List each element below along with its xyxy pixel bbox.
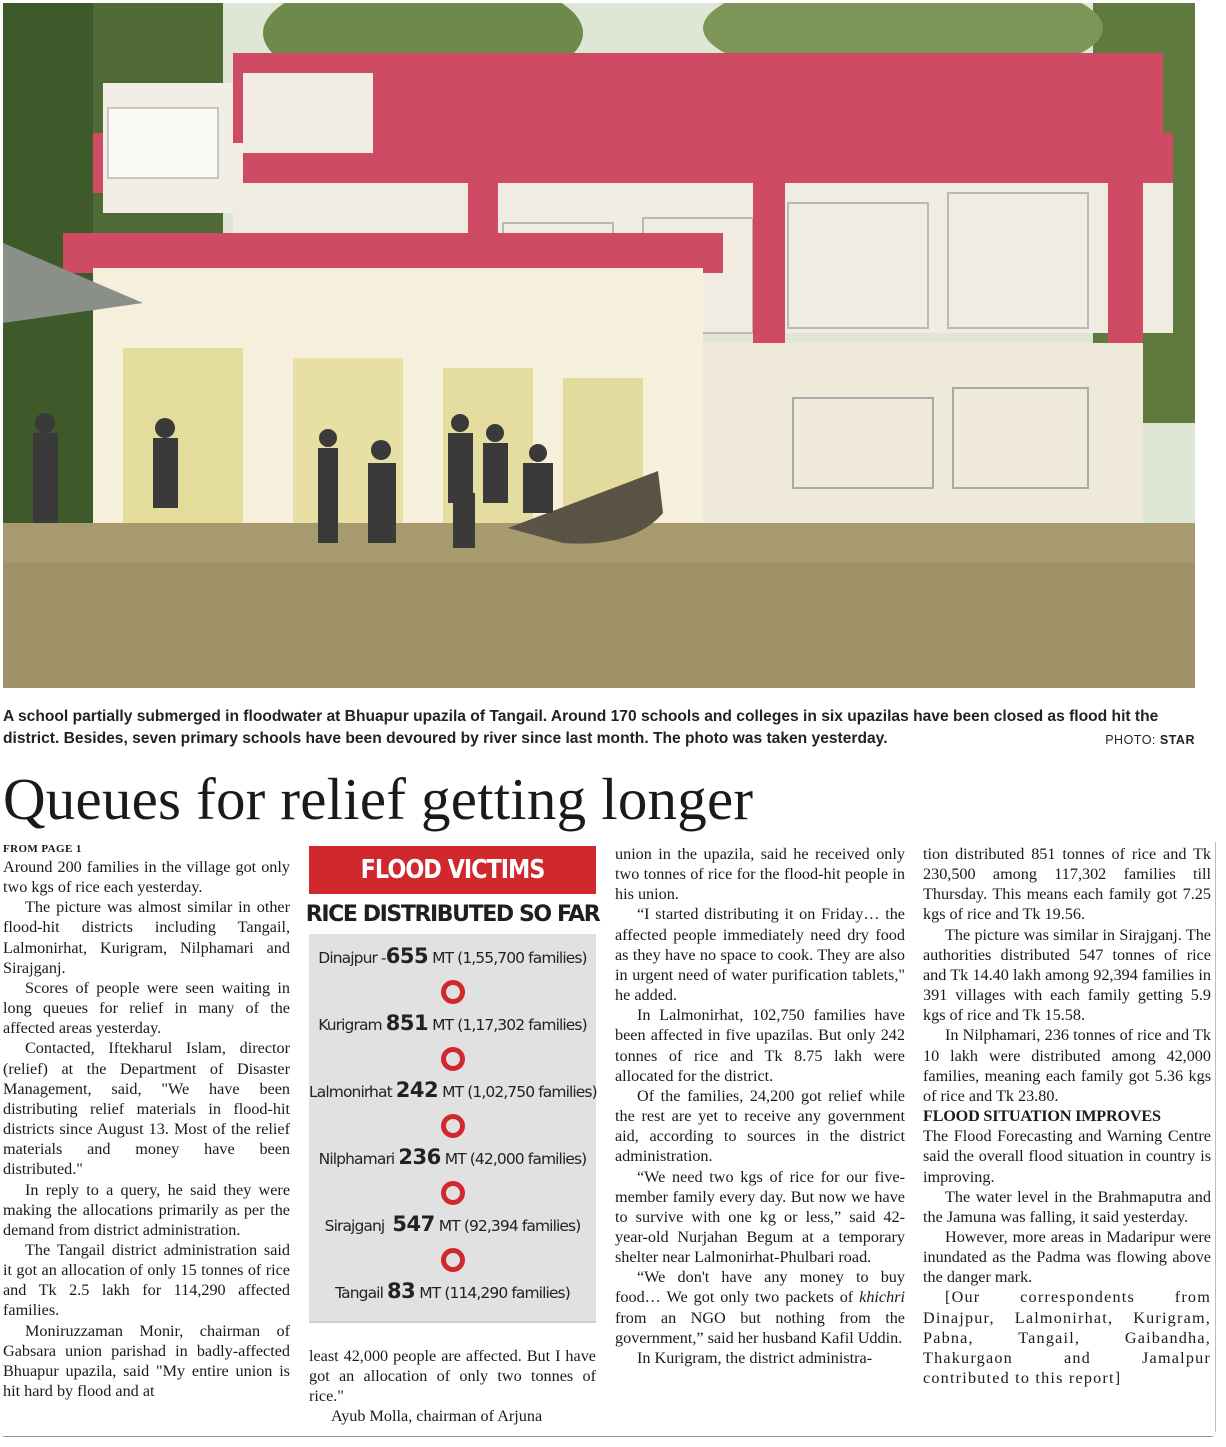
infographic-title-bar: [309, 846, 596, 894]
paragraph: In Nilphamari, 236 tonnes of rice and Tk 10 lakh were distributed among 42,000 families, meaning each family got 5.36 kgs of rice and Tk 23.80.: [923, 1026, 1211, 1105]
rice-unit: MT (42,000 families): [440, 1150, 587, 1168]
photo-credit-label: PHOTO:: [1105, 733, 1156, 747]
bottom-rule: [3, 1436, 1213, 1437]
rice-amount: 851: [385, 1011, 429, 1035]
paragraph: tion distributed 851 tonnes of rice and Tk 230,500 among 117,302 families till Thursday. This means each family got 7.25 kgs of rice and Tk 19.56.: [923, 845, 1211, 924]
photo-illustration: [3, 3, 1195, 688]
paragraph: Ayub Molla, chairman of Arjuna: [331, 1407, 543, 1426]
ring-separator-icon: [441, 980, 465, 1004]
district-row-lalmonirhat: [309, 1078, 596, 1102]
ring-separator-icon: [441, 1114, 465, 1138]
rice-distribution-infographic: [305, 846, 600, 1324]
paragraph: least 42,000 people are affected. But I have got an allocation of only two tonnes of rice.": [309, 1347, 596, 1406]
paragraph: Around 200 families in the village got only two kgs of rice each yesterday.: [3, 858, 290, 897]
district-name: Sirajganj: [324, 1217, 393, 1235]
ring-separator-icon: [441, 1181, 465, 1205]
subheading: FLOOD SITUATION IMPROVES: [923, 1107, 1161, 1126]
quote-text: “We don't have any money to buy food… We got only two packets of: [615, 1268, 905, 1307]
rice-amount: 83: [387, 1279, 416, 1303]
district-row-kurigram: [309, 1011, 596, 1035]
paragraph: The picture was almost similar in other flood-hit districts including Tangail, Lalmonirhat, Kurigram, Nilphamari and Sirajganj.: [3, 898, 290, 977]
quote-text: from an NGO but nothing from the government,” said her husband Kafil Uddin.: [615, 1308, 905, 1347]
infographic-subtitle: RICE DISTRIBUTED SO FAR: [305, 901, 600, 927]
article-column-1: [3, 842, 290, 1401]
column-divider: [1215, 842, 1216, 1432]
district-row-nilphamari: [309, 1145, 596, 1169]
headline: Queues for relief getting longer: [3, 766, 754, 832]
flooded-school-photo: [3, 3, 1195, 688]
photo-credit: [1105, 733, 1195, 747]
rice-amount: 242: [395, 1078, 439, 1102]
article-column-3: [615, 844, 905, 1368]
paragraph: Contacted, Iftekharul Islam, director (relief) at the Department of Disaster Management, said, "We have been distributing relief materials in flood-hit districts since August 13. Most of the relief materials and money have been distributed.": [3, 1039, 290, 1179]
article-column-4: [923, 844, 1211, 1388]
infographic-title: FLOOD VICTIMS: [360, 855, 545, 885]
paragraph: In Kurigram, the district administra-: [637, 1348, 873, 1367]
paragraph: In Lalmonirhat, 102,750 families have been affected in five upazilas. But only 242 tonnes of rice and Tk 8.75 lakh were allocated for the district.: [615, 1006, 905, 1085]
paragraph: However, more areas in Madaripur were inundated as the Padma was flowing above the danger mark.: [923, 1227, 1211, 1287]
paragraph: “We need two kgs of rice for our five-member family every day. But now we have to survive with one kg or less,” said 42-year-old Nurjahan Begum at a temporary shelter near Lalmonirhat-Phulbari road.: [615, 1167, 905, 1267]
paragraph: Scores of people were seen waiting in long queues for relief in many of the affected areas yesterday.: [3, 978, 290, 1038]
district-name: Lalmonirhat: [309, 1083, 396, 1101]
rice-unit: MT (92,394 families): [434, 1217, 581, 1235]
paragraph: The Tangail district administration said it got an allocation of only 15 tonnes of rice and Tk 2.5 lakh for 114,290 affected families.: [3, 1240, 290, 1320]
paragraph: In reply to a query, he said they were making the allocations primarily as per the demand from district administration.: [3, 1180, 290, 1239]
paragraph: [Our correspondents from Dinajpur, Lalmonirhat, Kurigram, Pabna, Tangail, Gaibandha, Thakurgaon and Jamalpur contributed to this report]: [923, 1288, 1211, 1388]
from-page-label: FROM PAGE 1: [3, 843, 82, 855]
italic-word: khichri: [859, 1288, 905, 1307]
rice-amount: 547: [392, 1212, 435, 1236]
paragraph: The Flood Forecasting and Warning Centre said the overall flood situation in country is improving.: [923, 1127, 1211, 1186]
rice-unit: MT (1,02,750 families): [438, 1083, 597, 1101]
infographic-list: [309, 934, 596, 1323]
district-row-dinajpur: [309, 944, 596, 968]
photo-caption: A school partially submerged in floodwater at Bhuapur upazila of Tangail. Around 170 schools and colleges in six upazilas have been closed as flood hit the district. Besides, seven primary schools have been devoured by river since last month. The photo was taken yesterday.: [3, 708, 1159, 747]
paragraph: Moniruzzaman Monir, chairman of Gabsara union parishad in badly-affected Bhuapur upazila, said "My entire union is hit hard by flood and at: [3, 1321, 290, 1401]
ring-separator-icon: [441, 1047, 465, 1071]
photo-credit-source: STAR: [1159, 733, 1195, 747]
rice-amount: 655: [385, 944, 429, 968]
article-column-2: [309, 1346, 596, 1427]
paragraph: union in the upazila, said he received only two tonnes of rice for the flood-hit people in his union.: [615, 845, 905, 904]
paragraph: The picture was similar in Sirajganj. The authorities distributed 547 tonnes of rice and Tk 14.40 lakh among 92,394 families in 391 villages with each family getting 5.9 kgs of rice and Tk 15.58.: [923, 925, 1211, 1025]
paragraph: Of the families, 24,200 got relief while the rest are yet to receive any government aid, according to sources in the district administration.: [615, 1086, 905, 1166]
paragraph: [615, 1267, 905, 1348]
rice-unit: MT (114,290 families): [415, 1284, 570, 1302]
district-name: Kurigram: [318, 1016, 386, 1034]
district-name: Nilphamari: [318, 1150, 399, 1168]
paragraph: The water level in the Brahmaputra and the Jamuna was falling, it said yesterday.: [923, 1187, 1211, 1226]
district-name: Tangail: [335, 1284, 388, 1302]
district-row-sirajganj: [309, 1212, 596, 1236]
rice-amount: 236: [398, 1145, 441, 1169]
district-name: Dinajpur -: [318, 949, 386, 967]
rice-unit: MT (1,55,700 families): [428, 949, 587, 967]
ring-separator-icon: [441, 1248, 465, 1272]
rice-unit: MT (1,17,302 families): [428, 1016, 587, 1034]
district-row-tangail: [309, 1279, 596, 1303]
paragraph: “I started distributing it on Friday… the affected people immediately need dry food as they have no space to cook. They are also in urgent need of water purification tablets," he added.: [615, 905, 905, 1005]
